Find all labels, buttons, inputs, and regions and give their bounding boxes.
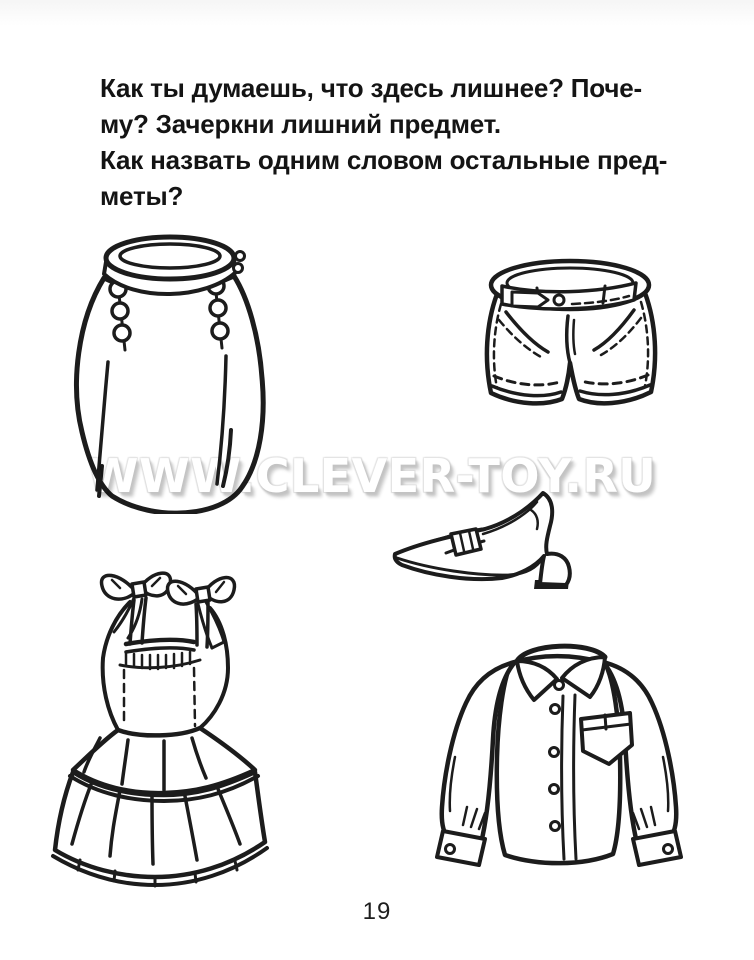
instruction-line-2: му? Зачеркни лишний предмет. (100, 109, 501, 139)
item-shoe (385, 488, 595, 590)
instruction-line-1: Как ты думаешь, что здесь лишнее? Поче- (100, 73, 642, 103)
shirt-drawing (433, 639, 685, 875)
task-instructions (100, 70, 680, 214)
shorts-drawing (482, 258, 660, 416)
dress-skirt-tier-1 (70, 728, 258, 801)
watermark-text: WWW.CLEVER-TOY.RU (87, 449, 657, 503)
page-number: 19 (362, 898, 392, 925)
item-shorts (482, 258, 660, 416)
item-dress (40, 568, 270, 888)
dress-drawing (40, 568, 270, 888)
scan-edge-shading (0, 0, 754, 26)
shoe-drawing (385, 488, 595, 590)
instruction-line-4: меты? (100, 181, 184, 211)
item-shirt (433, 639, 685, 875)
instruction-line-3: Как назвать одним словом остальные пред- (100, 145, 668, 175)
